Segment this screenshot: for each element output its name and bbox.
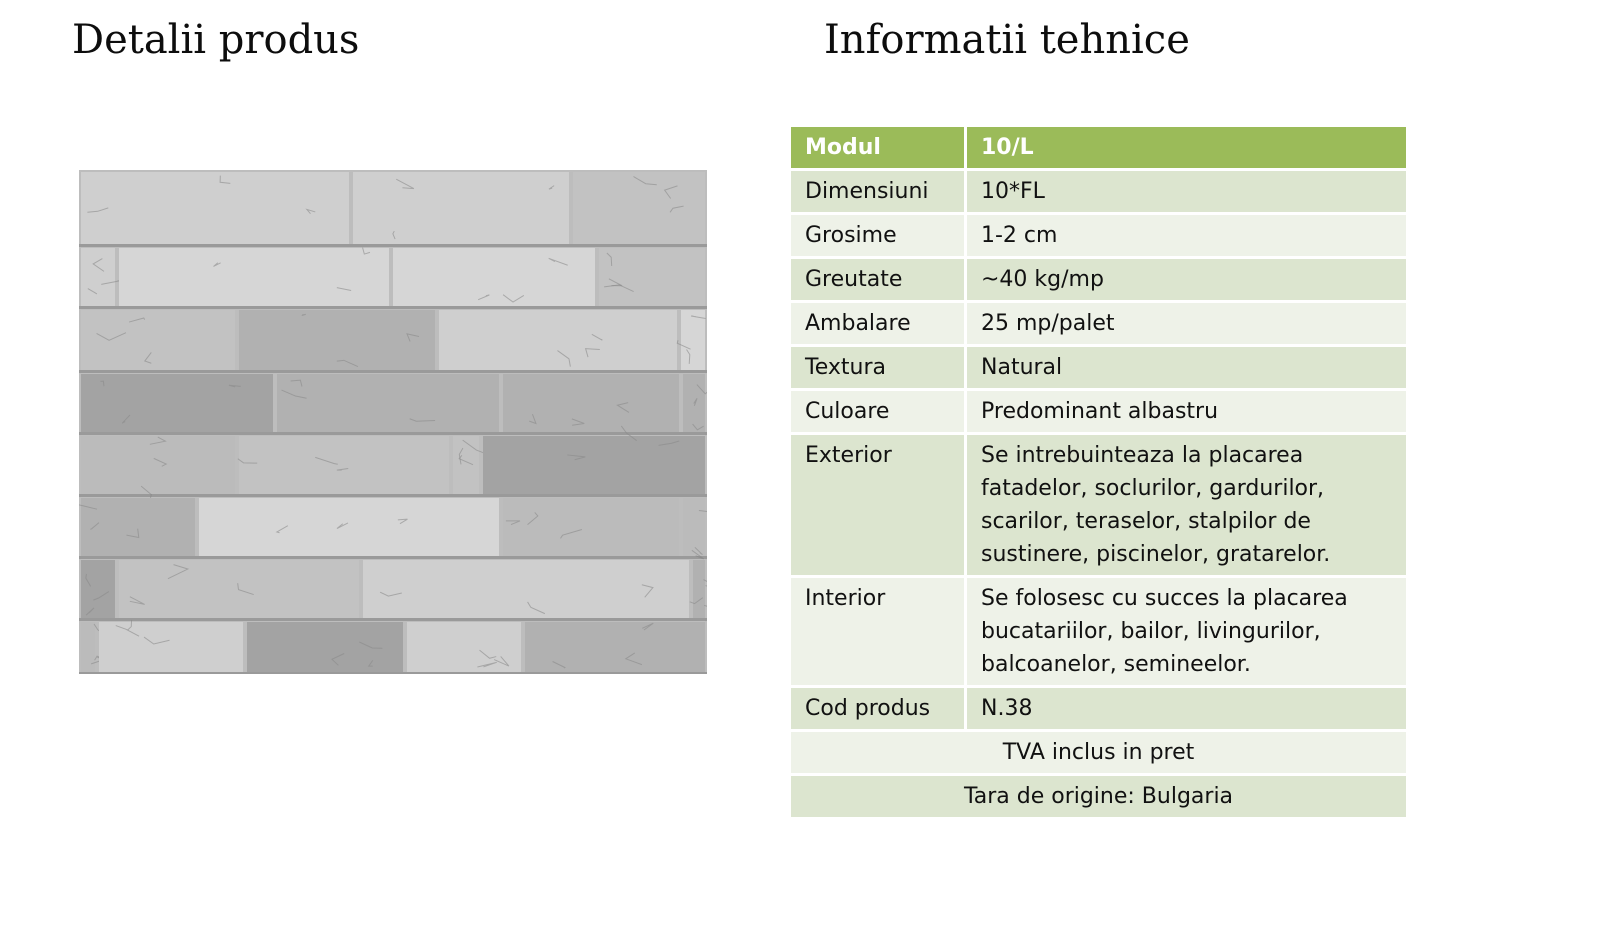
stone-block bbox=[353, 172, 569, 244]
row-value: 25 mp/palet bbox=[966, 302, 1408, 346]
mortar-line bbox=[79, 672, 707, 674]
table-row bbox=[790, 577, 1408, 687]
stone-block bbox=[81, 310, 235, 370]
stone-wall-cladding-image bbox=[79, 170, 707, 674]
row-label: Grosime bbox=[790, 214, 966, 258]
vat-note: TVA inclus in pret bbox=[790, 731, 1408, 775]
mortar-line bbox=[79, 432, 707, 435]
table-row bbox=[790, 258, 1408, 302]
table-row bbox=[790, 346, 1408, 390]
row-label: Interior bbox=[790, 577, 966, 687]
stone-block bbox=[199, 498, 499, 556]
stone-block bbox=[81, 248, 115, 306]
technical-specs-table bbox=[788, 124, 1409, 820]
row-value: 10*FL bbox=[966, 170, 1408, 214]
header-value: 10/L bbox=[966, 126, 1408, 170]
table-footer-row bbox=[790, 775, 1408, 819]
stone-block bbox=[247, 622, 403, 672]
table-row bbox=[790, 170, 1408, 214]
stone-block bbox=[573, 172, 705, 244]
row-value: Se intrebuinteaza la placarea fatadelor, soclurilor, gardurilor, scarilor, teraselor, stalpilor de sustinere, piscinelor, gratarelor. bbox=[966, 434, 1408, 577]
stone-block bbox=[81, 498, 195, 556]
table-footer-row bbox=[790, 731, 1408, 775]
row-value: N.38 bbox=[966, 687, 1408, 731]
stone-block bbox=[525, 622, 705, 672]
stone-block bbox=[119, 248, 389, 306]
mortar-line bbox=[79, 306, 707, 309]
row-label: Culoare bbox=[790, 390, 966, 434]
table-row bbox=[790, 302, 1408, 346]
stone-block bbox=[599, 248, 705, 306]
stone-block bbox=[503, 498, 679, 556]
stone-block bbox=[277, 374, 499, 432]
mortar-line bbox=[79, 370, 707, 373]
row-label: Exterior bbox=[790, 434, 966, 577]
mortar-line bbox=[79, 244, 707, 247]
table-header-row bbox=[790, 126, 1408, 170]
table-row bbox=[790, 390, 1408, 434]
table-row bbox=[790, 214, 1408, 258]
row-label: Textura bbox=[790, 346, 966, 390]
row-value: Natural bbox=[966, 346, 1408, 390]
stone-block bbox=[683, 498, 705, 556]
origin-note: Tara de origine: Bulgaria bbox=[790, 775, 1408, 819]
stone-block bbox=[439, 310, 677, 370]
stone-block bbox=[81, 560, 115, 618]
stone-block bbox=[81, 622, 95, 672]
stone-block bbox=[81, 374, 273, 432]
mortar-line bbox=[79, 618, 707, 621]
stone-block bbox=[483, 436, 705, 494]
row-value: ~40 kg/mp bbox=[966, 258, 1408, 302]
stone-block bbox=[81, 172, 349, 244]
table-row bbox=[790, 434, 1408, 577]
stone-block bbox=[693, 560, 705, 618]
header-label: Modul bbox=[790, 126, 966, 170]
mortar-line bbox=[79, 494, 707, 497]
row-label: Greutate bbox=[790, 258, 966, 302]
row-label: Ambalare bbox=[790, 302, 966, 346]
row-value: Predominant albastru bbox=[966, 390, 1408, 434]
stone-block bbox=[239, 436, 449, 494]
row-label: Cod produs bbox=[790, 687, 966, 731]
stone-block bbox=[119, 560, 359, 618]
row-value: 1-2 cm bbox=[966, 214, 1408, 258]
stone-block bbox=[503, 374, 679, 432]
stone-block bbox=[81, 436, 235, 494]
stone-block bbox=[363, 560, 689, 618]
mortar-line bbox=[79, 556, 707, 559]
table-row bbox=[790, 687, 1408, 731]
row-label: Dimensiuni bbox=[790, 170, 966, 214]
technical-info-title: Informatii tehnice bbox=[824, 17, 1190, 63]
stone-block bbox=[99, 622, 243, 672]
stone-block bbox=[453, 436, 479, 494]
stone-block bbox=[681, 310, 705, 370]
stone-block bbox=[393, 248, 595, 306]
product-details-title: Detalii produs bbox=[72, 17, 360, 63]
stone-block bbox=[407, 622, 521, 672]
row-value: Se folosesc cu succes la placarea bucatariilor, bailor, livingurilor, balcoanelor, semineelor. bbox=[966, 577, 1408, 687]
